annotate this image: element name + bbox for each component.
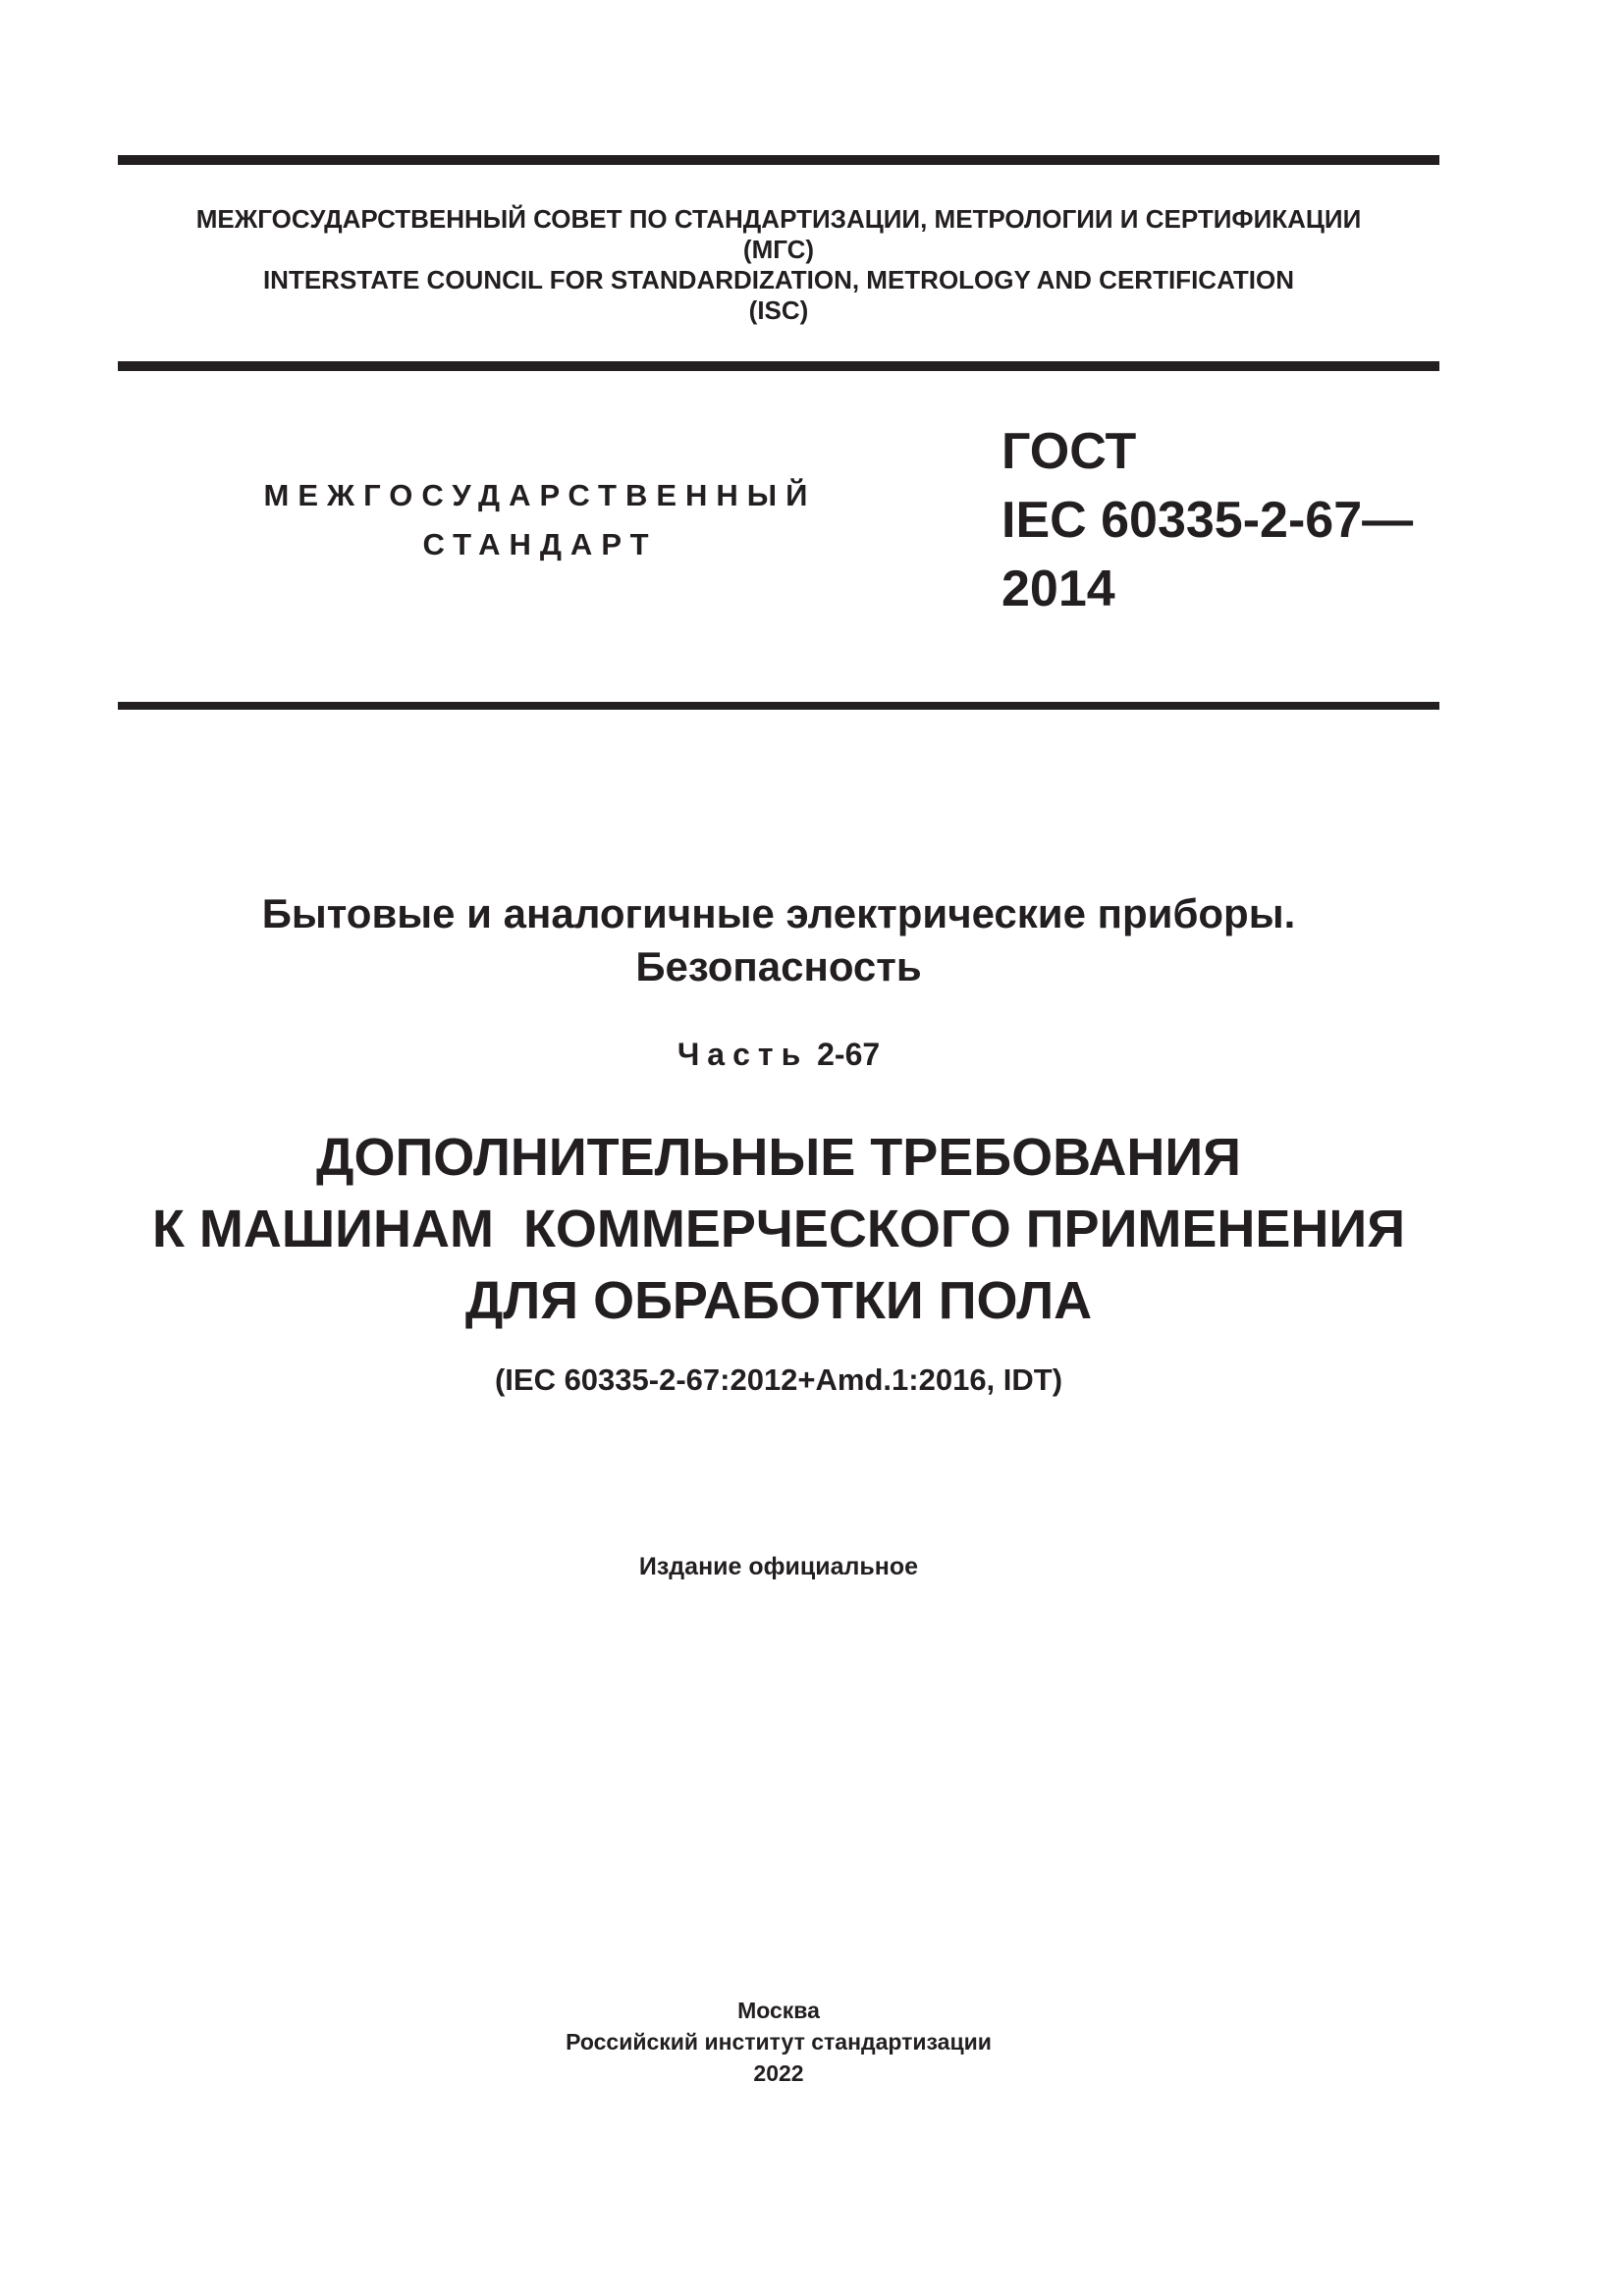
designation-line1: ГОСТ: [1001, 423, 1137, 480]
document-subtitle: [118, 1122, 1439, 1337]
council-header: [118, 204, 1439, 326]
document-title: [118, 887, 1439, 993]
council-abbr-en: (ISC): [748, 295, 809, 325]
title-line1: Бытовые и аналогичные электрические приборы.: [261, 890, 1296, 936]
publisher-name: Российский институт стандартизации: [566, 2029, 992, 2055]
designation-line3: 2014: [1001, 561, 1115, 617]
designation-divider: [118, 702, 1439, 710]
standard-type-line1: МЕЖГОСУДАРСТВЕННЫЙ: [263, 478, 817, 512]
designation-line2: IEC 60335-2-67—: [1001, 492, 1414, 549]
publisher-city: Москва: [737, 1998, 820, 2023]
publisher-footer: [118, 1995, 1439, 2089]
subtitle-line1: ДОПОЛНИТЕЛЬНЫЕ ТРЕБОВАНИЯ: [316, 1128, 1241, 1187]
part-label: [118, 1035, 1439, 1074]
top-rule: [118, 155, 1439, 165]
part-number: 2-67: [817, 1037, 881, 1072]
council-abbr-ru: (МГС): [742, 235, 815, 264]
header-divider: [118, 361, 1439, 371]
title-line2: Безопасность: [635, 943, 922, 989]
subtitle-line3: ДЛЯ ОБРАБОТКИ ПОЛА: [464, 1271, 1093, 1330]
standard-designation: [1001, 417, 1413, 623]
council-name-en: INTERSTATE COUNCIL FOR STANDARDIZATION, METROLOGY AND CERTIFICATION: [262, 265, 1295, 294]
standard-type-line2: СТАНДАРТ: [422, 527, 658, 561]
part-word: Часть: [677, 1037, 809, 1072]
iec-reference: (IEC 60335-2-67:2012+Amd.1:2016, IDT): [494, 1362, 1063, 1397]
publication-year: 2022: [753, 2060, 804, 2086]
subtitle-line2: К МАШИНАМ КОММЕРЧЕСКОГО ПРИМЕНЕНИЯ: [151, 1200, 1406, 1258]
edition-label: Издание официальное: [638, 1553, 919, 1580]
council-name-ru: МЕЖГОСУДАРСТВЕННЫЙ СОВЕТ ПО СТАНДАРТИЗАЦИИ, МЕТРОЛОГИИ И СЕРТИФИКАЦИИ: [195, 204, 1362, 234]
